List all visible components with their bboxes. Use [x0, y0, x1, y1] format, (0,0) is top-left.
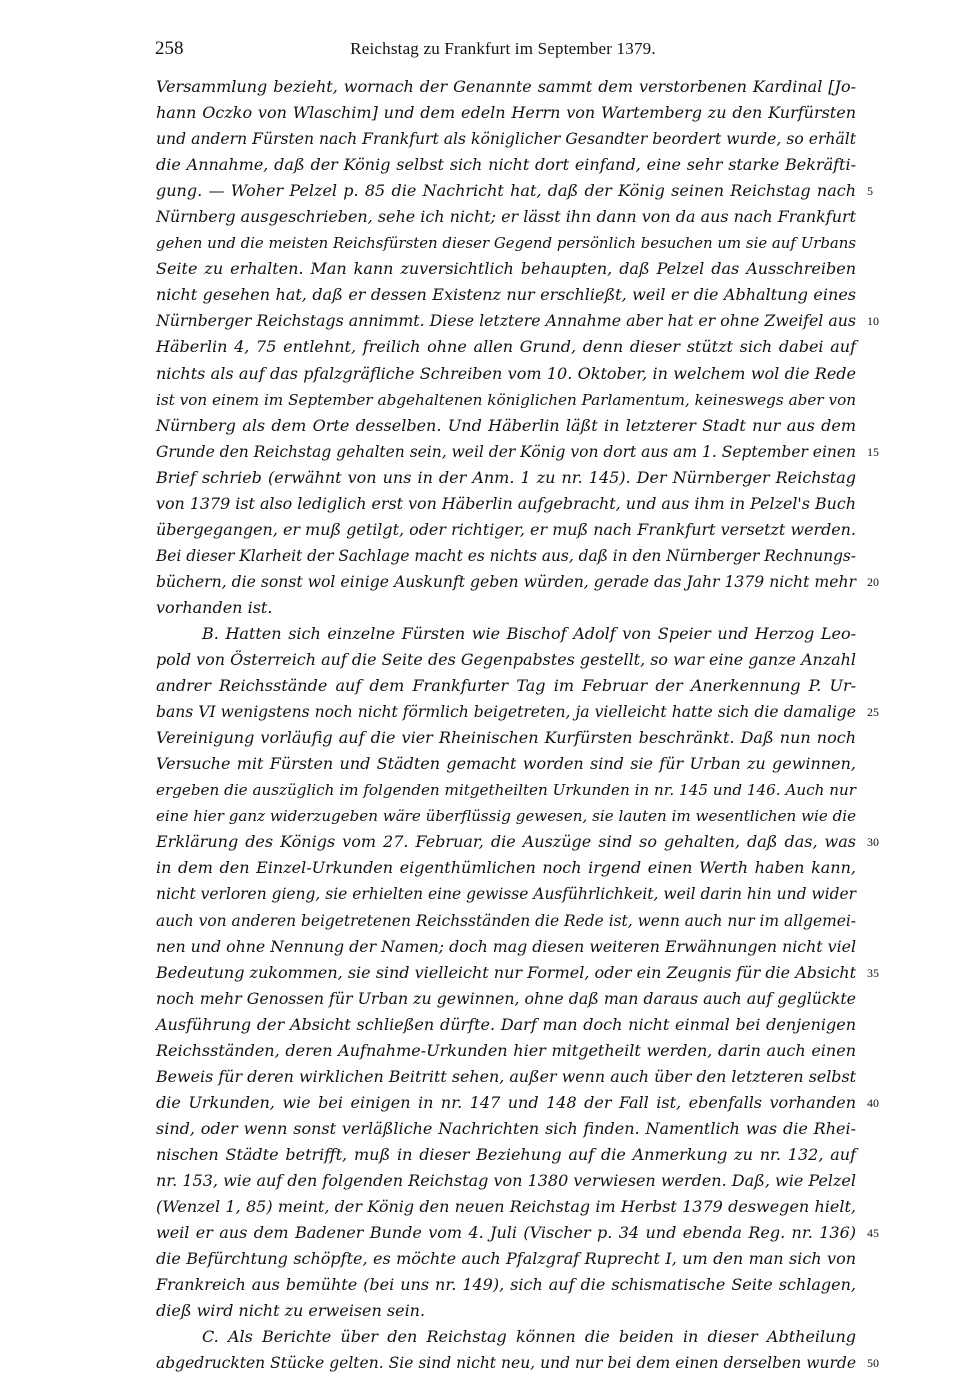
text-line: Bedeutung zukommen, sie sind vielleicht nur Formel, oder ein Zeugnis für die Absicht — [156, 962, 856, 982]
line-number: 35 — [867, 965, 879, 980]
text-line: eine hier ganz widerzugeben wäre überflüssig gewesen, sie lauten im wesentlichen wie die — [156, 807, 856, 826]
text-line: büchern, die sonst wol einige Auskunft geben würden, gerade das Jahr 1379 nicht mehr — [156, 571, 856, 591]
text-line: C. Als Berichte über den Reichstag können die beiden in dieser Abtheilung — [202, 1327, 856, 1347]
text-line: pold von Österreich auf die Seite des Gegenpabstes gestellt, so war eine ganze Anzahl — [156, 650, 856, 670]
text-line: die Urkunden, wie bei einigen in nr. 147 und 148 der Fall ist, ebenfalls vorhanden — [156, 1092, 856, 1112]
line-number: 10 — [867, 314, 879, 329]
text-line: Nürnberg als dem Orte desselben. Und Häberlin läßt in letzterer Stadt nur aus dem — [156, 415, 856, 435]
text-line: Erklärung des Königs vom 27. Februar, die Auszüge sind so gehalten, daß das, was — [156, 832, 856, 852]
text-line: ergeben die auszüglich im folgenden mitgetheilten Urkunden in nr. 145 und 146. Auch nur — [156, 781, 856, 800]
text-line: Reichsständen, deren Aufnahme-Urkunden hier mitgetheilt werden, darin auch einen — [156, 1040, 856, 1060]
text-line: gung. — Woher Pelzel p. 85 die Nachricht hat, daß der König seinen Reichstag nach — [156, 181, 856, 201]
text-line: nicht gesehen hat, daß er dessen Existenz nur erschließt, weil er die Abhaltung eines — [156, 285, 856, 305]
text-line: in dem den Einzel-Urkunden eigenthümlichen noch irgend einen Werth haben kann, — [156, 858, 856, 878]
text-line: die Befürchtung schöpfte, es möchte auch Pfalzgraf Ruprecht I, um den man sich von — [156, 1249, 856, 1269]
text-line: von 1379 ist also lediglich erst von Häberlin aufgebracht, und aus ihm in Pelzel's Buch — [156, 493, 856, 513]
page-number: 258 — [155, 38, 184, 59]
line-number: 20 — [867, 574, 879, 589]
text-line: Nürnberg ausgeschrieben, sehe ich nicht; er lässt ihn dann von da aus nach Frankfurt — [156, 207, 856, 227]
line-number: 30 — [867, 835, 879, 850]
text-line: sind, oder wenn sonst verläßliche Nachrichten sich finden. Namentlich was die Rhei- — [156, 1118, 856, 1138]
line-number: 50 — [867, 1356, 879, 1371]
text-line: Nürnberger Reichstags annimmt. Diese letztere Annahme aber hat er ohne Zweifel aus — [156, 311, 856, 331]
text-line: Häberlin 4, 75 entlehnt, freilich ohne allen Grund, denn dieser stützt sich dabei auf — [156, 337, 856, 357]
text-line: übergegangen, er muß getilgt, oder richtiger, er muß nach Frankfurt versetzt werden. — [156, 519, 856, 539]
line-number: 15 — [867, 444, 879, 459]
text-line: bans VI wenigstens noch nicht förmlich beigetreten, ja vielleicht hatte sich die damalige — [156, 703, 856, 722]
text-line: (Wenzel 1, 85) meint, der König den neuen Reichstag im Herbst 1379 deswegen hielt, — [156, 1197, 856, 1217]
text-line: nichts als auf das pfalzgräfliche Schreiben vom 10. Oktober, in welchem wol die Rede — [156, 363, 856, 383]
text-line: andrer Reichsstände auf dem Frankfurter Tag im Februar der Anerkennung P. Ur- — [156, 676, 856, 696]
line-number: 25 — [867, 705, 879, 720]
text-line: und andern Fürsten nach Frankfurt als königlicher Gesandter beordert wurde, so erhält — [156, 130, 856, 149]
text-line: gehen und die meisten Reichsfürsten dieser Gegend persönlich besuchen um sie auf Urbans — [156, 234, 856, 253]
text-line: die Annahme, daß der König selbst sich nicht dort einfand, eine sehr starke Bekräfti- — [156, 155, 856, 175]
text-line: abgedruckten Stücke gelten. Sie sind nicht neu, und nur bei dem einen derselben wurde — [156, 1354, 856, 1373]
running-title: Reichstag zu Frankfurt im September 1379. — [350, 39, 656, 58]
body-text — [156, 74, 879, 1376]
text-line: Grunde den Reichstag gehalten sein, weil der König von dort aus am 1. September einen — [156, 442, 856, 461]
page-header — [150, 38, 856, 62]
text-line: Ausführung der Absicht schließen dürfte. Darf man doch nicht einmal bei denjenigen — [156, 1014, 856, 1034]
text-line: Brief schrieb (erwähnt von uns in der Anm. 1 zu nr. 145). Der Nürnberger Reichstag — [156, 467, 856, 487]
text-line: weil er aus dem Badener Bunde vom 4. Juli (Vischer p. 34 und ebenda Reg. nr. 136) — [156, 1223, 856, 1243]
text-line: auch von anderen beigetretenen Reichsständen die Rede ist, wenn auch nur im allgemei- — [156, 911, 856, 930]
text-line: nicht verloren gieng, sie erhielten eine gewisse Ausführlichkeit, weil darin hin und wider — [156, 885, 856, 904]
text-line: B. Hatten sich einzelne Fürsten wie Bischof Adolf von Speier und Herzog Leo- — [202, 623, 856, 643]
line-number: 5 — [867, 184, 873, 199]
text-line: ist von einem im September abgehaltenen königlichen Parlamentum, keineswegs aber von — [156, 390, 856, 409]
text-line: Versammlung bezieht, wornach der Genannte sammt dem verstorbenen Kardinal [Jo- — [156, 77, 856, 96]
line-number: 40 — [867, 1095, 879, 1110]
line-number: 45 — [867, 1226, 879, 1241]
text-line: Frankreich aus bemühte (bei uns nr. 149), sich auf die schismatische Seite schlagen, — [156, 1275, 856, 1295]
text-line: hann Oczko von Wlaschim] und dem edeln Herrn von Wartemberg zu den Kurfürsten — [156, 103, 856, 123]
text-line: nen und ohne Nennung der Namen; doch mag diesen weiteren Erwähnungen nicht viel — [156, 936, 856, 956]
text-line: Bei dieser Klarheit der Sachlage macht es nichts aus, daß in den Nürnberger Rechnungs- — [156, 546, 856, 565]
text-line: Vereinigung vorläufig auf die vier Rheinischen Kurfürsten beschränkt. Daß nun noch — [156, 728, 856, 748]
text-line: Versuche mit Fürsten und Städten gemacht worden sind sie für Urban zu gewinnen, — [156, 754, 856, 774]
text-line: nischen Städte betrifft, muß in dieser Beziehung auf die Anmerkung zu nr. 132, auf — [156, 1144, 856, 1164]
text-line: dieß wird nicht zu erweisen sein. — [156, 1301, 426, 1321]
text-line: noch mehr Genossen für Urban zu gewinnen, ohne daß man daraus auch auf geglückte — [156, 988, 856, 1008]
text-line: Beweis für deren wirklichen Beitritt sehen, außer wenn auch über den letzteren selbst — [156, 1066, 856, 1086]
text-line: nr. 153, wie auf den folgenden Reichstag von 1380 verwiesen werden. Daß, wie Pelzel — [156, 1170, 856, 1190]
text-line: Seite zu erhalten. Man kann zuversichtlich behaupten, daß Pelzel das Ausschreiben — [156, 259, 856, 279]
text-line: vorhanden ist. — [156, 597, 273, 617]
